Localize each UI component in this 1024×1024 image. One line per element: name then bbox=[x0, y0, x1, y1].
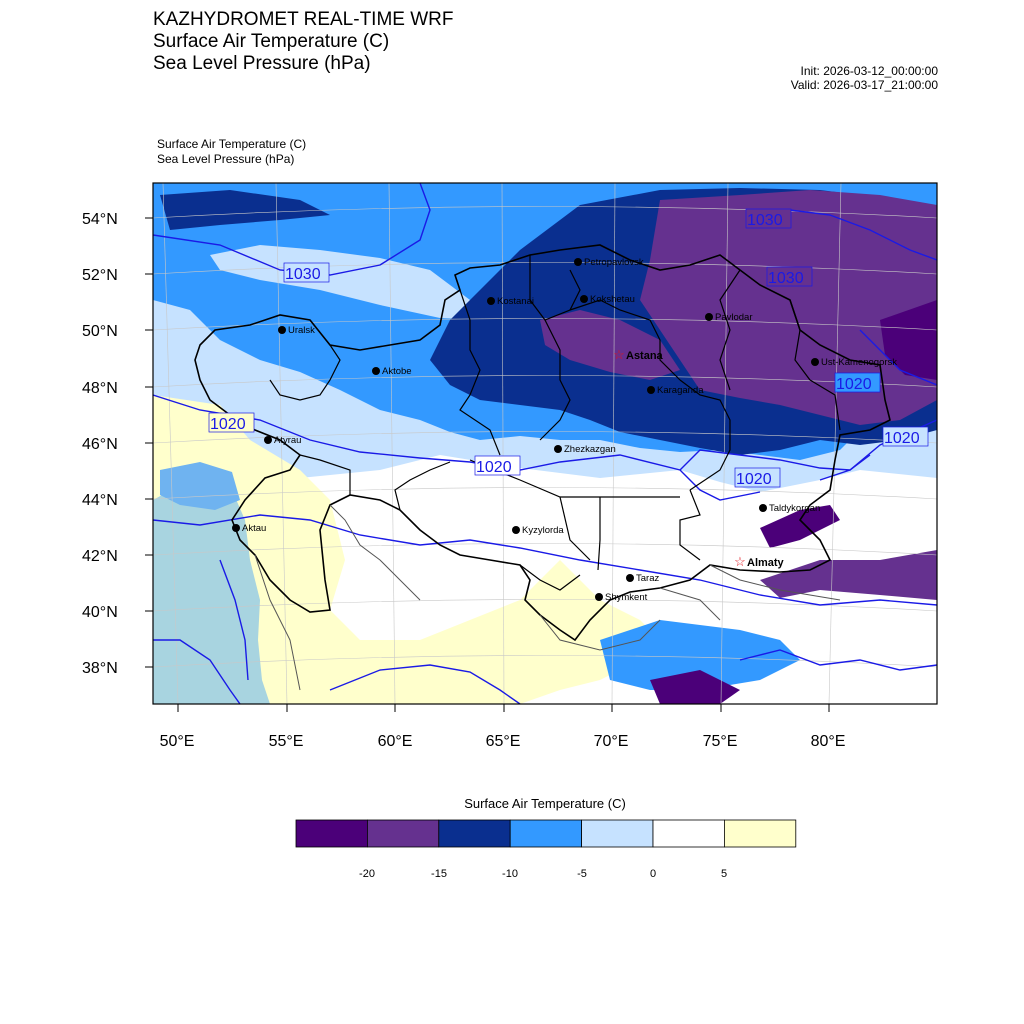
lon-label: 80°E bbox=[810, 733, 846, 750]
subtitle-pressure: Sea Level Pressure (hPa) bbox=[157, 152, 295, 166]
city-label: Petropavlovsk bbox=[584, 257, 644, 268]
colorbar-title: Surface Air Temperature (C) bbox=[464, 796, 626, 811]
city-label: Taldykorgan bbox=[769, 503, 821, 514]
city-label: Zhezkazgan bbox=[564, 444, 616, 455]
latitude-labels bbox=[82, 211, 118, 677]
colorbar-swatch bbox=[653, 820, 724, 847]
isobar-label: 1020 bbox=[476, 459, 512, 476]
colorbar-boxes bbox=[296, 820, 796, 847]
lon-label: 75°E bbox=[702, 733, 738, 750]
city-zhezkazgan bbox=[554, 444, 616, 455]
title-line-3: Sea Level Pressure (hPa) bbox=[153, 53, 371, 74]
city-label: Kokshetau bbox=[590, 294, 635, 305]
lat-label: 54°N bbox=[82, 211, 118, 228]
colorbar-swatch bbox=[367, 820, 438, 847]
title-line-2: Surface Air Temperature (C) bbox=[153, 31, 390, 52]
map-panel bbox=[153, 183, 937, 704]
lat-label: 48°N bbox=[82, 380, 118, 397]
isobar-label: 1020 bbox=[210, 416, 246, 433]
lon-label: 70°E bbox=[593, 733, 629, 750]
isobar-label: 1020 bbox=[736, 471, 772, 488]
lon-label: 65°E bbox=[485, 733, 521, 750]
lat-label: 38°N bbox=[82, 660, 118, 677]
city-label: Aktau bbox=[242, 523, 267, 534]
lon-label: 55°E bbox=[268, 733, 304, 750]
init-time: Init: 2026-03-12_00:00:00 bbox=[800, 64, 938, 78]
lat-label: 40°N bbox=[82, 604, 118, 621]
colorbar-tick: -15 bbox=[431, 868, 447, 880]
city-label: Shymkent bbox=[605, 592, 648, 603]
longitude-labels bbox=[160, 733, 846, 750]
valid-time: Valid: 2026-03-17_21:00:00 bbox=[790, 78, 938, 92]
city-label: Kostanai bbox=[497, 296, 534, 307]
lat-label: 42°N bbox=[82, 548, 118, 565]
city-label: Kyzylorda bbox=[522, 525, 564, 536]
colorbar-swatch bbox=[296, 820, 367, 847]
city-label: Uralsk bbox=[288, 325, 315, 336]
subtitle-temperature: Surface Air Temperature (C) bbox=[157, 137, 307, 151]
isobar-label: 1030 bbox=[768, 270, 804, 287]
capital-label: Almaty bbox=[747, 557, 784, 569]
isobar-label: 1020 bbox=[836, 376, 872, 393]
colorbar-tick: -20 bbox=[359, 868, 375, 880]
isobar-label: 1020 bbox=[884, 430, 920, 447]
city-label: Pavlodar bbox=[715, 312, 753, 323]
colorbar-ticks bbox=[359, 868, 727, 880]
city-petropavlovsk bbox=[574, 257, 644, 268]
city-ust-kamenogorsk bbox=[811, 357, 897, 368]
city-taldykorgan bbox=[759, 503, 820, 514]
lat-label: 44°N bbox=[82, 492, 118, 509]
city-label: Aktobe bbox=[382, 366, 412, 377]
lat-label: 46°N bbox=[82, 436, 118, 453]
colorbar-tick: -10 bbox=[502, 868, 518, 880]
city-almaty bbox=[734, 554, 784, 569]
city-label: Karaganda bbox=[657, 385, 704, 396]
city-astana bbox=[613, 347, 663, 362]
isobar-label: 1030 bbox=[747, 212, 783, 229]
lat-label: 52°N bbox=[82, 267, 118, 284]
lat-label: 50°N bbox=[82, 323, 118, 340]
colorbar-tick: 0 bbox=[649, 868, 657, 880]
colorbar-swatch bbox=[510, 820, 581, 847]
isobar-label: 1030 bbox=[285, 266, 321, 283]
colorbar-swatch bbox=[582, 820, 653, 847]
colorbar bbox=[296, 796, 796, 880]
colorbar-swatch bbox=[439, 820, 510, 847]
lon-label: 60°E bbox=[377, 733, 413, 750]
capital-label: Astana bbox=[626, 350, 663, 362]
city-label: Atyrau bbox=[274, 435, 302, 446]
colorbar-tick: -5 bbox=[577, 868, 587, 880]
lon-label: 50°E bbox=[159, 733, 195, 750]
city-label: Taraz bbox=[636, 573, 660, 584]
colorbar-swatch bbox=[724, 820, 795, 847]
capital-star-icon: ☆ bbox=[734, 554, 746, 569]
capital-star-icon: ☆ bbox=[613, 347, 625, 362]
colorbar-tick: 5 bbox=[720, 868, 728, 880]
city-label: Ust-Kamenogorsk bbox=[821, 357, 898, 368]
title-line-1: KAZHYDROMET REAL-TIME WRF bbox=[153, 9, 454, 30]
